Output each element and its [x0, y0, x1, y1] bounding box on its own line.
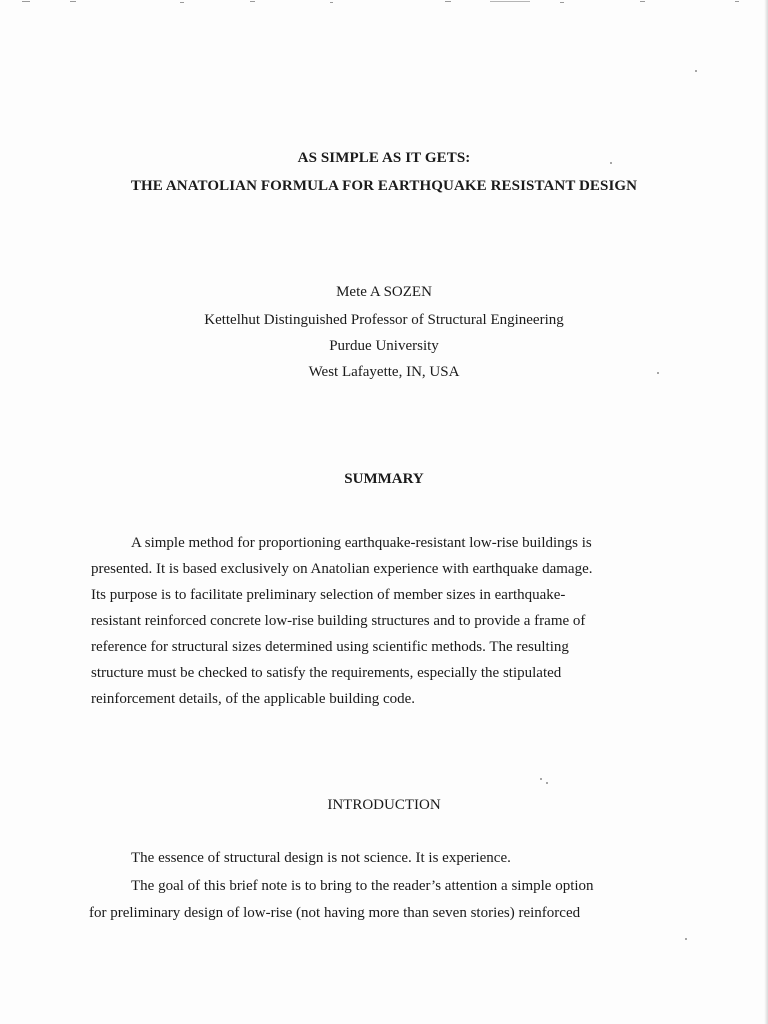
summary-line: resistant reinforced concrete low-rise building structures and to provide a frame of [91, 613, 586, 629]
summary-line: presented. It is based exclusively on Anatolian experience with earthquake damage. [91, 561, 593, 577]
introduction-line: The essence of structural design is not science. It is experience. [131, 850, 511, 866]
title-line-2: THE ANATOLIAN FORMULA FOR EARTHQUAKE RESISTANT DESIGN [130, 178, 638, 194]
summary-line: Its purpose is to facilitate preliminary selection of member sizes in earthquake- [91, 587, 566, 603]
introduction-line: The goal of this brief note is to bring to the reader’s attention a simple option [131, 878, 594, 894]
summary-line: A simple method for proportioning earthquake-resistant low-rise buildings is [131, 535, 592, 551]
introduction-line: for preliminary design of low-rise (not having more than seven stories) reinforced [89, 905, 581, 921]
introduction-heading: INTRODUCTION [327, 797, 441, 813]
scan-artifacts [0, 0, 768, 8]
author-institution: Purdue University [329, 338, 439, 354]
author-location: West Lafayette, IN, USA [308, 364, 460, 380]
scan-dot [540, 778, 542, 780]
summary-heading: SUMMARY [344, 471, 424, 487]
summary-line: structure must be checked to satisfy the requirements, especially the stipulated [91, 665, 562, 681]
summary-line: reinforcement details, of the applicable building code. [91, 691, 416, 707]
author-position: Kettelhut Distinguished Professor of Structural Engineering [204, 312, 564, 328]
title-line-1: AS SIMPLE AS IT GETS: [297, 150, 471, 166]
scan-dot [695, 70, 697, 72]
summary-line: reference for structural sizes determined using scientific methods. The resulting [91, 639, 569, 655]
author-name: Mete A SOZEN [336, 284, 432, 300]
scan-dot [546, 782, 548, 784]
scan-dot [685, 938, 687, 940]
